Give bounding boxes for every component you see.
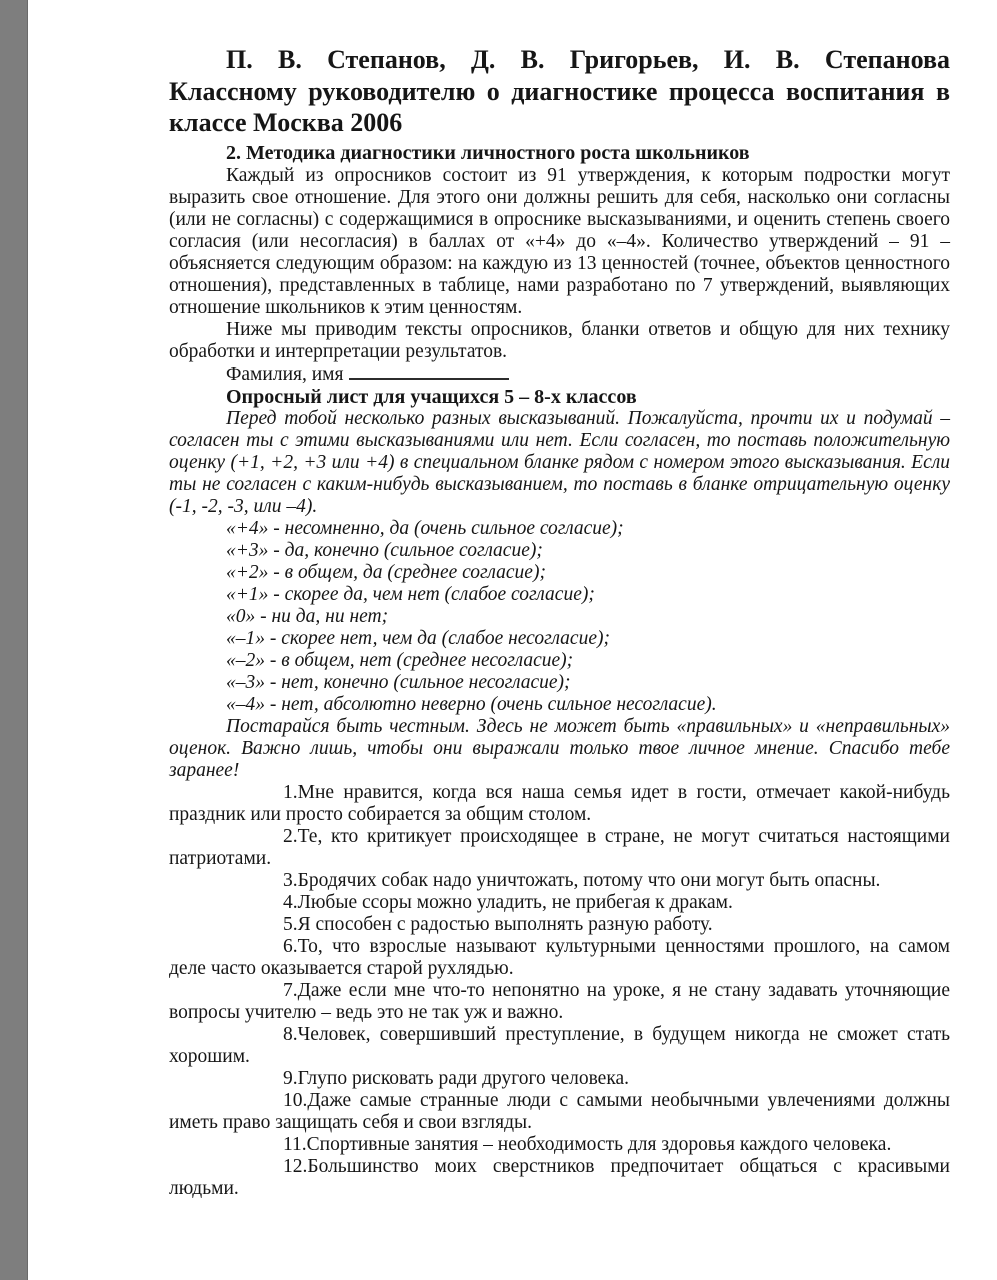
statement-text: Любые ссоры можно уладить, не прибегая к дракам.: [297, 891, 733, 913]
scale-line: «–1» - скорее нет, чем да (слабое несогласие);: [226, 627, 610, 649]
scale-line: «+1» - скорее да, чем нет (слабое согласие);: [226, 583, 595, 605]
authors-line: П. В. Степанов, Д. В. Григорьев, И. В. Степанова: [226, 45, 950, 74]
statement-number: 5.: [283, 913, 298, 935]
statement-item: [169, 870, 950, 892]
statement-number: 9.: [283, 1067, 298, 1089]
statement-text: То, что взрослые называют культурными ценностями прошлого, на самом деле часто оказывается старой рухлядью.: [169, 935, 950, 979]
statement-text: Я способен с радостью выполнять разную работу.: [297, 913, 713, 935]
statements-list: [169, 782, 950, 1200]
document-title: [169, 44, 950, 139]
scale-line: «–3» - нет, конечно (сильное несогласие);: [226, 671, 571, 693]
instructions-paragraph: Перед тобой несколько разных высказываний. Пожалуйста, прочти их и подумай – согласен ты с этими высказываниями или нет. Если согласен, то поставь положительную оценку (+1, +2, +3 или +4) в специальном бланке рядом с номером этого высказывания. Если ты не согласен с каким-нибудь высказыванием, то поставь в бланке отрицательную оценку (-1, -2, -3, или –4).: [169, 407, 950, 517]
scale-line: «–2» - в общем, нет (среднее несогласие);: [226, 649, 574, 671]
statement-text: Бродячих собак надо уничтожать, потому что они могут быть опасны.: [297, 869, 881, 891]
statement-text: Спортивные занятия – необходимость для здоровья каждого человека.: [306, 1133, 892, 1155]
statement-number: 12.: [283, 1155, 308, 1177]
title-line-3: классе Москва 2006: [169, 108, 403, 137]
statement-number: 6.: [283, 935, 298, 957]
title-line-2: Классному руководителю о диагностике процесса воспитания в: [169, 76, 950, 106]
questionnaire-heading: Опросный лист для учащихся 5 – 8-х классов: [226, 385, 637, 408]
statement-number: 2.: [283, 825, 298, 847]
statement-item: [169, 892, 950, 914]
statement-number: 8.: [283, 1023, 298, 1045]
statement-text: Даже самые странные люди с самыми необычными увлечениями должны иметь право защищать себя и свои взгляды.: [169, 1089, 950, 1133]
scale-line: «+2» - в общем, да (среднее согласие);: [226, 561, 546, 583]
paragraph-below: Ниже мы приводим тексты опросников, бланки ответов и общую для них технику обработки и интерпретации результатов.: [169, 318, 950, 362]
name-field-line: [169, 363, 950, 386]
statement-item: [169, 914, 950, 936]
scale-line: «+3» - да, конечно (сильное согласие);: [226, 539, 543, 561]
name-field-label: Фамилия, имя: [226, 363, 344, 385]
paragraph-overview: Каждый из опросников состоит из 91 утверждения, к которым подростки могут выразить свое отношение. Для этого они должны решить для себя, насколько они согласны (или не согласны) с содержащимися в опроснике высказываниями, и оценить степень своего согласия (или несогласия) в баллах от «+4» до «–4». Количество утверждений – 91 – объясняется следующим образом: на каждую из 13 ценностей (точнее, объектов ценностного отношения), представленных в таблице, нами разработано по 7 утверждений, выявляющих отношение школьников к этим ценностям.: [169, 164, 950, 318]
statement-number: 10.: [283, 1089, 308, 1111]
scale-line: «0» - ни да, ни нет;: [226, 605, 389, 627]
statement-text: Глупо рисковать ради другого человека.: [297, 1067, 630, 1089]
statement-item: [169, 1024, 950, 1068]
statement-text: Большинство моих сверстников предпочитает общаться с красивыми людьми.: [169, 1155, 950, 1199]
statement-number: 1.: [283, 781, 298, 803]
statement-item: [169, 980, 950, 1024]
honesty-note: Постарайся быть честным. Здесь не может быть «правильных» и «неправильных» оценок. Важно лишь, чтобы они выражали только твое личное мнение. Спасибо тебе заранее!: [169, 715, 950, 781]
statement-number: 11.: [283, 1133, 307, 1155]
statement-number: 4.: [283, 891, 298, 913]
section-heading: 2. Методика диагностики личностного роста школьников: [226, 141, 750, 164]
statement-item: [169, 1134, 950, 1156]
statement-text: Те, кто критикует происходящее в стране, не могут считаться настоящими патриотами.: [169, 825, 950, 869]
statement-item: [169, 936, 950, 980]
statement-item: [169, 1090, 950, 1134]
name-blank-line: [349, 363, 509, 380]
statement-number: 7.: [283, 979, 298, 1001]
document-content: [169, 44, 950, 1200]
statement-item: [169, 782, 950, 826]
statement-text: Человек, совершивший преступление, в будущем никогда не сможет стать хорошим.: [169, 1023, 950, 1067]
scale-line: «–4» - нет, абсолютно неверно (очень сильное несогласие).: [226, 693, 717, 715]
rating-scale-list: [169, 518, 950, 716]
statement-text: Мне нравится, когда вся наша семья идет в гости, отмечает какой-нибудь праздник или просто собирается за общим столом.: [169, 781, 950, 825]
statement-number: 3.: [283, 869, 298, 891]
statement-text: Даже если мне что-то непонятно на уроке, я не стану задавать уточняющие вопросы учителю – ведь это не так уж и важно.: [169, 979, 950, 1023]
statement-item: [169, 1068, 950, 1090]
scale-line: «+4» - несомненно, да (очень сильное согласие);: [226, 517, 624, 539]
statement-item: [169, 826, 950, 870]
scan-edge-strip: [0, 0, 28, 1280]
statement-item: [169, 1156, 950, 1200]
